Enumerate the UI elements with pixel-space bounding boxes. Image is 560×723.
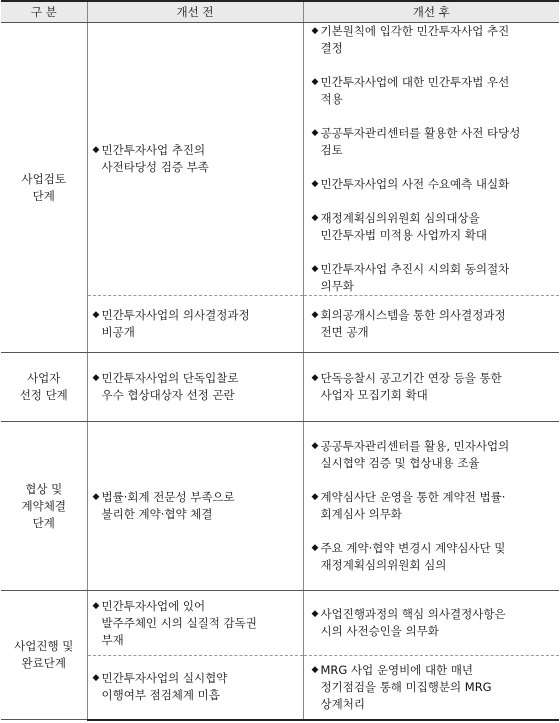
diamond-bullet-icon: ◆ xyxy=(92,310,100,320)
before-text: 불리한 계약·협약 체결 xyxy=(101,507,213,521)
diamond-bullet-icon: ◆ xyxy=(311,264,319,274)
before-text: 민간투자사업의 단독입찰로 xyxy=(101,371,239,385)
before-text: 부재 xyxy=(101,632,124,647)
before-text: 민간투자사업 추진의 xyxy=(101,143,206,157)
after-text: 결정 xyxy=(320,41,343,55)
table-row xyxy=(1,591,559,656)
after-text: 사업진행과정의 핵심 의사결정사항은 xyxy=(320,607,506,622)
after-text: 검토 xyxy=(320,143,343,157)
stage-label: 사업진행 및 xyxy=(14,639,74,653)
stage-label: 사업검토 xyxy=(21,171,66,186)
stage-label: 단계 xyxy=(32,188,55,203)
after-text: 회의공개시스템을 통한 의사결정과정 xyxy=(320,308,506,322)
after-text: 주요 계약·협약 변경시 계약심사단 및 xyxy=(320,541,506,555)
after-cell xyxy=(303,23,559,296)
after-text: 회계심사 의무화 xyxy=(320,507,402,521)
before-text: 발주주체인 시의 실질적 감독권 xyxy=(101,615,257,630)
before-text: 민간투자사업에 있어 xyxy=(101,598,206,613)
stage-label: 선정 단계 xyxy=(19,388,68,402)
after-text: 시의 사전승인을 의무화 xyxy=(320,624,439,639)
before-text: 비공개 xyxy=(101,325,135,339)
after-text: 공공투자관리센터를 활용, 민자사업의 xyxy=(320,439,510,453)
after-cell xyxy=(303,656,559,720)
before-text: 우수 협상대상자 선정 곤란 xyxy=(101,388,235,402)
stage-cell-negotiation xyxy=(1,422,87,591)
diamond-bullet-icon: ◆ xyxy=(311,213,319,223)
after-text: 정기점검을 통해 미집행분의 MRG xyxy=(320,679,492,694)
table-row xyxy=(1,422,559,591)
before-text: 법률·회계 전문성 부족으로 xyxy=(101,490,235,504)
after-text: 재정계획심의위원회 심의 xyxy=(320,558,447,572)
after-text: 사업자 모집기회 확대 xyxy=(320,388,428,402)
before-text: 민간투자사업의 의사결정과정 xyxy=(101,308,250,322)
stage-label: 계약체결 xyxy=(21,498,66,513)
diamond-bullet-icon: ◆ xyxy=(311,609,319,620)
diamond-bullet-icon: ◆ xyxy=(311,492,319,502)
diamond-bullet-icon: ◆ xyxy=(311,441,319,451)
diamond-bullet-icon: ◆ xyxy=(92,373,100,383)
after-text: 적용 xyxy=(320,92,343,106)
stage-cell-review xyxy=(1,23,87,353)
after-text: 전면 공개 xyxy=(320,325,369,339)
after-cell xyxy=(303,591,559,656)
before-cell xyxy=(87,656,303,720)
header-before: 개선 전 xyxy=(87,1,303,23)
stage-cell-selection xyxy=(1,353,87,422)
before-text: 사전타당성 검증 부족 xyxy=(101,160,209,174)
after-text: 실시협약 검증 및 협상내용 조율 xyxy=(320,456,480,470)
table-row xyxy=(1,353,559,422)
table-row xyxy=(1,23,559,296)
after-text: 민간투자사업 추진시 시의회 동의절차 xyxy=(320,262,510,276)
after-text: 상계처리 xyxy=(320,696,365,711)
diamond-bullet-icon: ◆ xyxy=(92,673,100,684)
after-text: 기본원칙에 입각한 민간투자사업 추진 xyxy=(320,24,510,38)
header-row xyxy=(1,1,559,23)
after-text: 계약심사단 운영을 통한 계약전 법률· xyxy=(320,490,506,504)
after-cell xyxy=(303,422,559,591)
header-after: 개선 후 xyxy=(303,1,559,23)
before-cell xyxy=(87,296,303,353)
after-text: 민간투자사업에 대한 민간투자법 우선 xyxy=(320,75,510,89)
before-cell xyxy=(87,353,303,422)
diamond-bullet-icon: ◆ xyxy=(311,543,319,553)
diamond-bullet-icon: ◆ xyxy=(311,664,319,675)
after-text: 재정계획심의위원회 심의대상을 xyxy=(320,211,480,225)
diamond-bullet-icon: ◆ xyxy=(311,310,319,320)
after-text: 의무화 xyxy=(320,279,354,293)
diamond-bullet-icon: ◆ xyxy=(311,373,319,383)
diamond-bullet-icon: ◆ xyxy=(92,600,100,611)
before-cell xyxy=(87,422,303,591)
after-text: 공공투자관리센터를 활용한 사전 타당성 xyxy=(320,126,521,140)
after-text: 단독응찰시 공고기간 연장 등을 통한 xyxy=(320,371,502,385)
before-text: 이행여부 점검체계 미흡 xyxy=(101,688,220,703)
before-cell xyxy=(87,591,303,656)
stage-cell-completion xyxy=(1,591,87,720)
after-cell xyxy=(303,296,559,353)
before-cell xyxy=(87,23,303,296)
diamond-bullet-icon: ◆ xyxy=(311,77,319,87)
stage-label: 완료단계 xyxy=(21,656,66,670)
stage-label: 단계 xyxy=(32,515,55,530)
header-category: 구 분 xyxy=(1,1,87,23)
policy-comparison-table xyxy=(1,0,559,721)
diamond-bullet-icon: ◆ xyxy=(92,145,100,155)
after-text: 민간투자사업의 사전 수요예측 내실화 xyxy=(320,177,510,191)
after-text: 민간투자법 미적용 사업까지 확대 xyxy=(320,228,487,242)
before-text: 민간투자사업의 실시협약 xyxy=(101,671,228,686)
after-cell xyxy=(303,353,559,422)
diamond-bullet-icon: ◆ xyxy=(311,179,319,189)
after-text: MRG 사업 운영비에 대한 매년 xyxy=(320,662,474,677)
diamond-bullet-icon: ◆ xyxy=(311,26,319,36)
diamond-bullet-icon: ◆ xyxy=(311,128,319,138)
diamond-bullet-icon: ◆ xyxy=(92,492,100,502)
stage-label: 협상 및 xyxy=(25,481,63,496)
stage-label: 사업자 xyxy=(27,371,61,385)
